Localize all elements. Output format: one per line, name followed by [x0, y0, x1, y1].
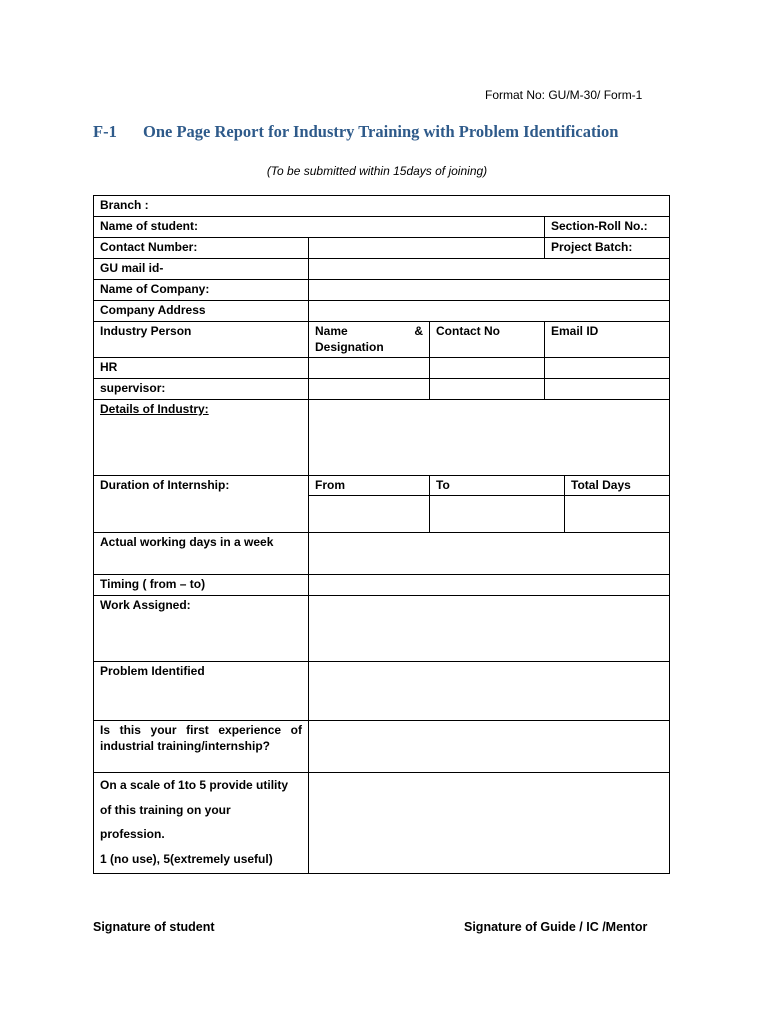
contact-number-input[interactable]: [309, 238, 545, 259]
working-days-label: Actual working days in a week: [94, 533, 309, 575]
industry-details-text: Details of Industry:: [100, 402, 209, 416]
gu-mail-input[interactable]: [309, 259, 670, 280]
name-header: Name: [315, 324, 348, 338]
industry-person-label: Industry Person: [94, 322, 309, 358]
utility-scale-line-2: of this training on your: [100, 802, 231, 817]
utility-scale-line-1: On a scale of 1to 5 provide utility: [100, 778, 289, 792]
first-experience-input[interactable]: [309, 721, 670, 773]
row-duration-header: [94, 476, 670, 496]
working-days-input[interactable]: [309, 533, 670, 575]
report-form-table: [93, 195, 670, 874]
utility-scale-label: [94, 773, 309, 874]
row-supervisor: [94, 379, 670, 400]
ampersand: &: [414, 324, 423, 338]
name-designation-header: [309, 322, 430, 358]
first-experience-label: Is this your first experience of industrial training/internship?: [94, 721, 309, 773]
row-branch: [94, 196, 670, 217]
company-address-label: Company Address: [94, 301, 309, 322]
signature-guide: Signature of Guide / IC /Mentor: [464, 920, 648, 934]
project-batch-field[interactable]: [545, 238, 670, 259]
hr-contact-input[interactable]: [430, 358, 545, 379]
total-days-header: Total Days: [565, 476, 670, 496]
branch-field[interactable]: [94, 196, 670, 217]
utility-scale-line-4: 1 (no use), 5(extremely useful): [100, 851, 273, 866]
gu-mail-label: GU mail id-: [94, 259, 309, 280]
work-assigned-input[interactable]: [309, 596, 670, 662]
supervisor-email-input[interactable]: [545, 379, 670, 400]
project-batch-label: Project Batch:: [551, 240, 633, 254]
total-days-input[interactable]: [565, 496, 670, 533]
signature-student: Signature of student: [93, 920, 215, 934]
row-working-days: [94, 533, 670, 575]
problem-identified-label: Problem Identified: [94, 662, 309, 721]
form-code: F-1: [93, 122, 117, 141]
row-student-name: [94, 217, 670, 238]
company-name-input[interactable]: [309, 280, 670, 301]
designation-header: Designation: [315, 340, 384, 354]
hr-label: HR: [94, 358, 309, 379]
to-header: To: [430, 476, 565, 496]
from-header: From: [309, 476, 430, 496]
industry-details-label: [94, 400, 309, 476]
student-name-field[interactable]: [94, 217, 545, 238]
row-first-experience: [94, 721, 670, 773]
format-number: Format No: GU/M-30/ Form-1: [485, 88, 643, 102]
timing-input[interactable]: [309, 575, 670, 596]
row-contact-number: [94, 238, 670, 259]
company-name-label: Name of Company:: [94, 280, 309, 301]
to-input[interactable]: [430, 496, 565, 533]
row-utility-scale: [94, 773, 670, 874]
from-input[interactable]: [309, 496, 430, 533]
row-gu-mail: [94, 259, 670, 280]
row-company-name: [94, 280, 670, 301]
section-roll-field[interactable]: [545, 217, 670, 238]
form-title: [93, 121, 653, 143]
supervisor-label: supervisor:: [94, 379, 309, 400]
row-timing: [94, 575, 670, 596]
row-work-assigned: [94, 596, 670, 662]
row-problem-identified: [94, 662, 670, 721]
row-industry-details: [94, 400, 670, 476]
section-roll-label: Section-Roll No.:: [551, 219, 648, 233]
email-id-header: Email ID: [545, 322, 670, 358]
supervisor-name-input[interactable]: [309, 379, 430, 400]
utility-scale-input[interactable]: [309, 773, 670, 874]
problem-identified-input[interactable]: [309, 662, 670, 721]
supervisor-contact-input[interactable]: [430, 379, 545, 400]
row-industry-person-header: [94, 322, 670, 358]
row-company-address: [94, 301, 670, 322]
contact-no-header: Contact No: [430, 322, 545, 358]
work-assigned-label: Work Assigned:: [94, 596, 309, 662]
branch-label: Branch :: [100, 198, 149, 212]
row-hr: [94, 358, 670, 379]
hr-email-input[interactable]: [545, 358, 670, 379]
company-address-input[interactable]: [309, 301, 670, 322]
industry-details-input[interactable]: [309, 400, 670, 476]
utility-scale-line-3: profession.: [100, 827, 165, 841]
timing-label: Timing ( from – to): [94, 575, 309, 596]
form-subtitle: (To be submitted within 15days of joining): [266, 164, 488, 178]
contact-number-label: Contact Number:: [94, 238, 309, 259]
hr-name-input[interactable]: [309, 358, 430, 379]
student-name-label: Name of student:: [100, 219, 199, 233]
duration-label: Duration of Internship:: [94, 476, 309, 533]
form-title-text: One Page Report for Industry Training with Problem Identification: [143, 122, 619, 141]
